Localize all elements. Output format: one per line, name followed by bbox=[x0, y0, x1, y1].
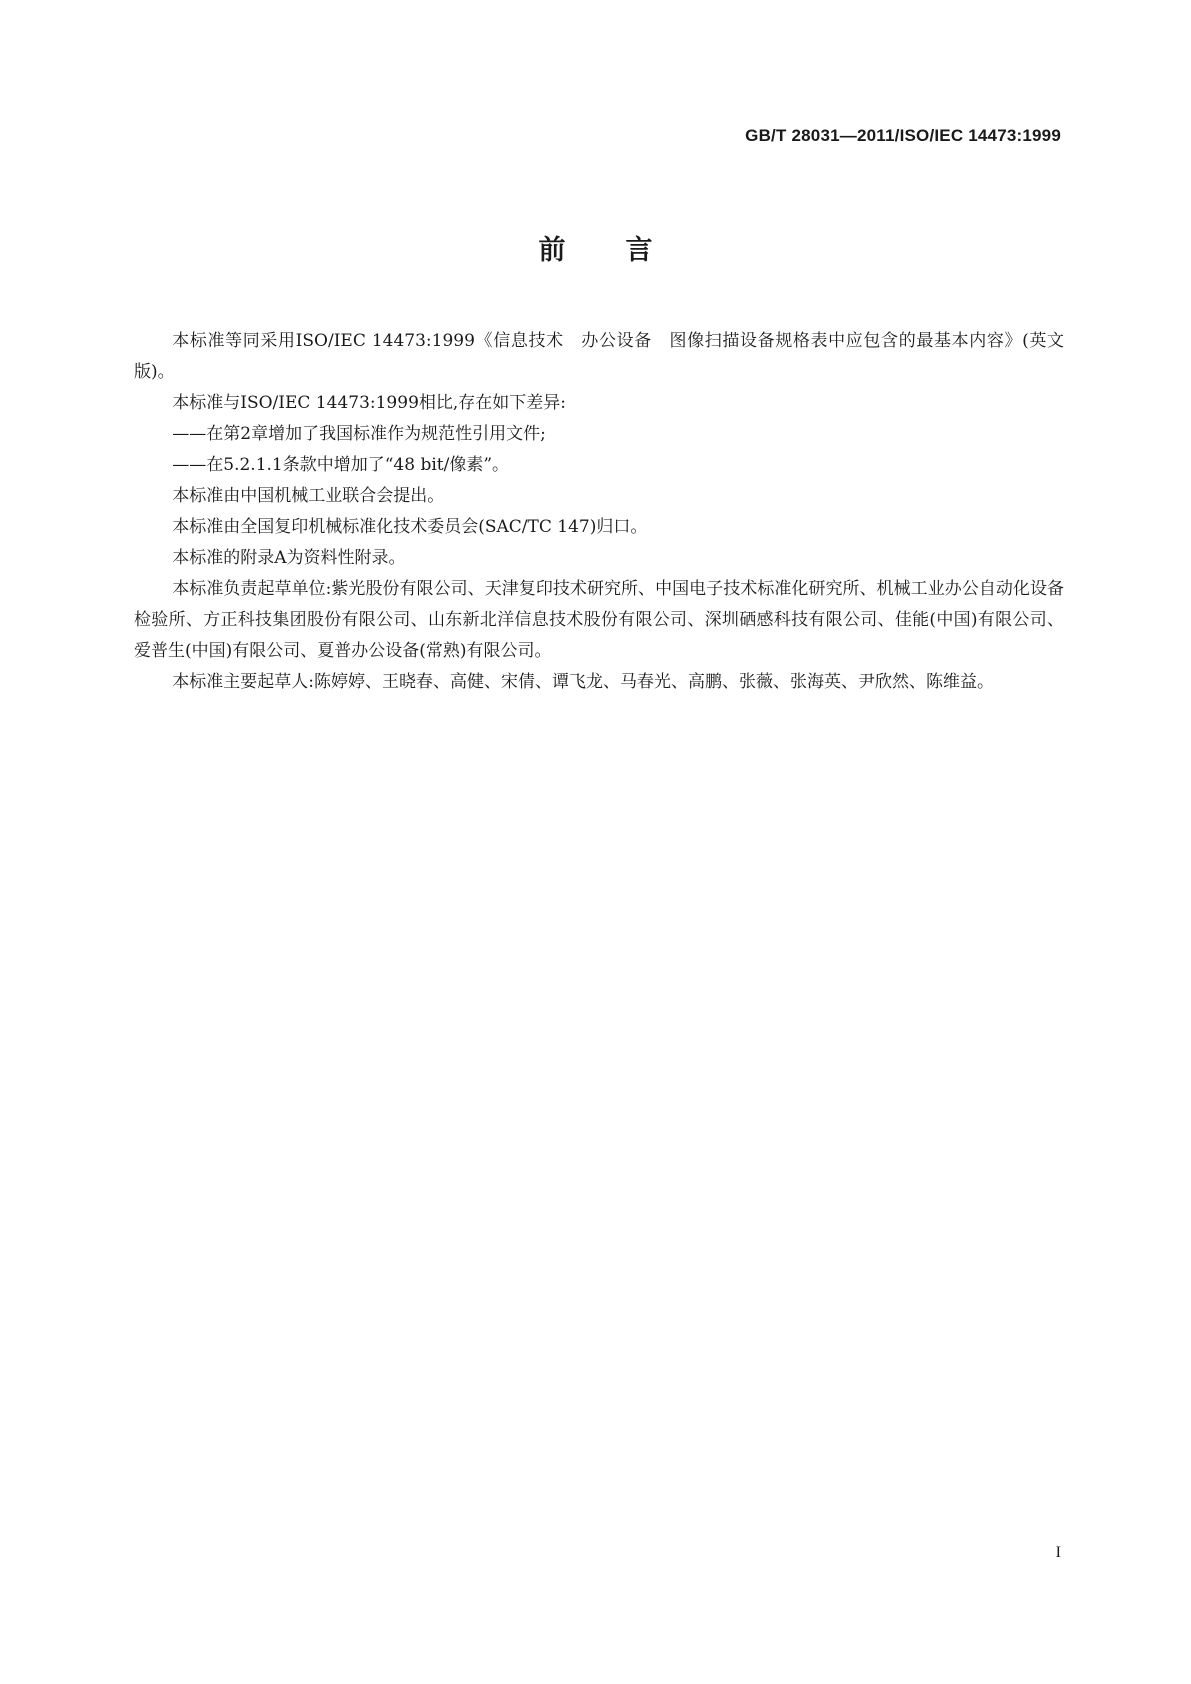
foreword-body bbox=[134, 326, 1064, 698]
paragraph-drafting-units: 本标准负责起草单位:紫光股份有限公司、天津复印技术研究所、中国电子技术标准化研究所、机械工业办公自动化设备检验所、方正科技集团股份有限公司、山东新北洋信息技术股份有限公司、深圳硒感科技有限公司、佳能(中国)有限公司、爱普生(中国)有限公司、夏普办公设备(常熟)有限公司。 bbox=[134, 579, 1064, 661]
paragraph-proposer: 本标准由中国机械工业联合会提出。 bbox=[172, 486, 445, 506]
standard-number: GB/T 28031—2011/ISO/IEC 14473:1999 bbox=[745, 126, 1061, 145]
paragraph-committee: 本标准由全国复印机械标准化技术委员会(SAC/TC 147)归口。 bbox=[172, 517, 648, 537]
paragraph-differences-intro: 本标准与ISO/IEC 14473:1999相比,存在如下差异: bbox=[172, 393, 567, 413]
list-item-difference-1: ——在第2章增加了我国标准作为规范性引用文件; bbox=[172, 424, 546, 444]
paragraph-adoption: 本标准等同采用ISO/IEC 14473:1999《信息技术 办公设备 图像扫描设备规格表中应包含的最基本内容》(英文版)。 bbox=[134, 331, 1064, 382]
list-item-difference-2: ——在5.2.1.1条款中增加了“48 bit/像素”。 bbox=[172, 455, 510, 475]
paragraph-drafters: 本标准主要起草人:陈婷婷、王晓春、高健、宋倩、谭飞龙、马春光、高鹏、张薇、张海英、尹欣然、陈维益。 bbox=[172, 672, 994, 692]
page-number: I bbox=[1055, 1544, 1061, 1561]
page-title: 前言 bbox=[538, 235, 713, 266]
paragraph-annex: 本标准的附录A为资料性附录。 bbox=[172, 548, 406, 568]
